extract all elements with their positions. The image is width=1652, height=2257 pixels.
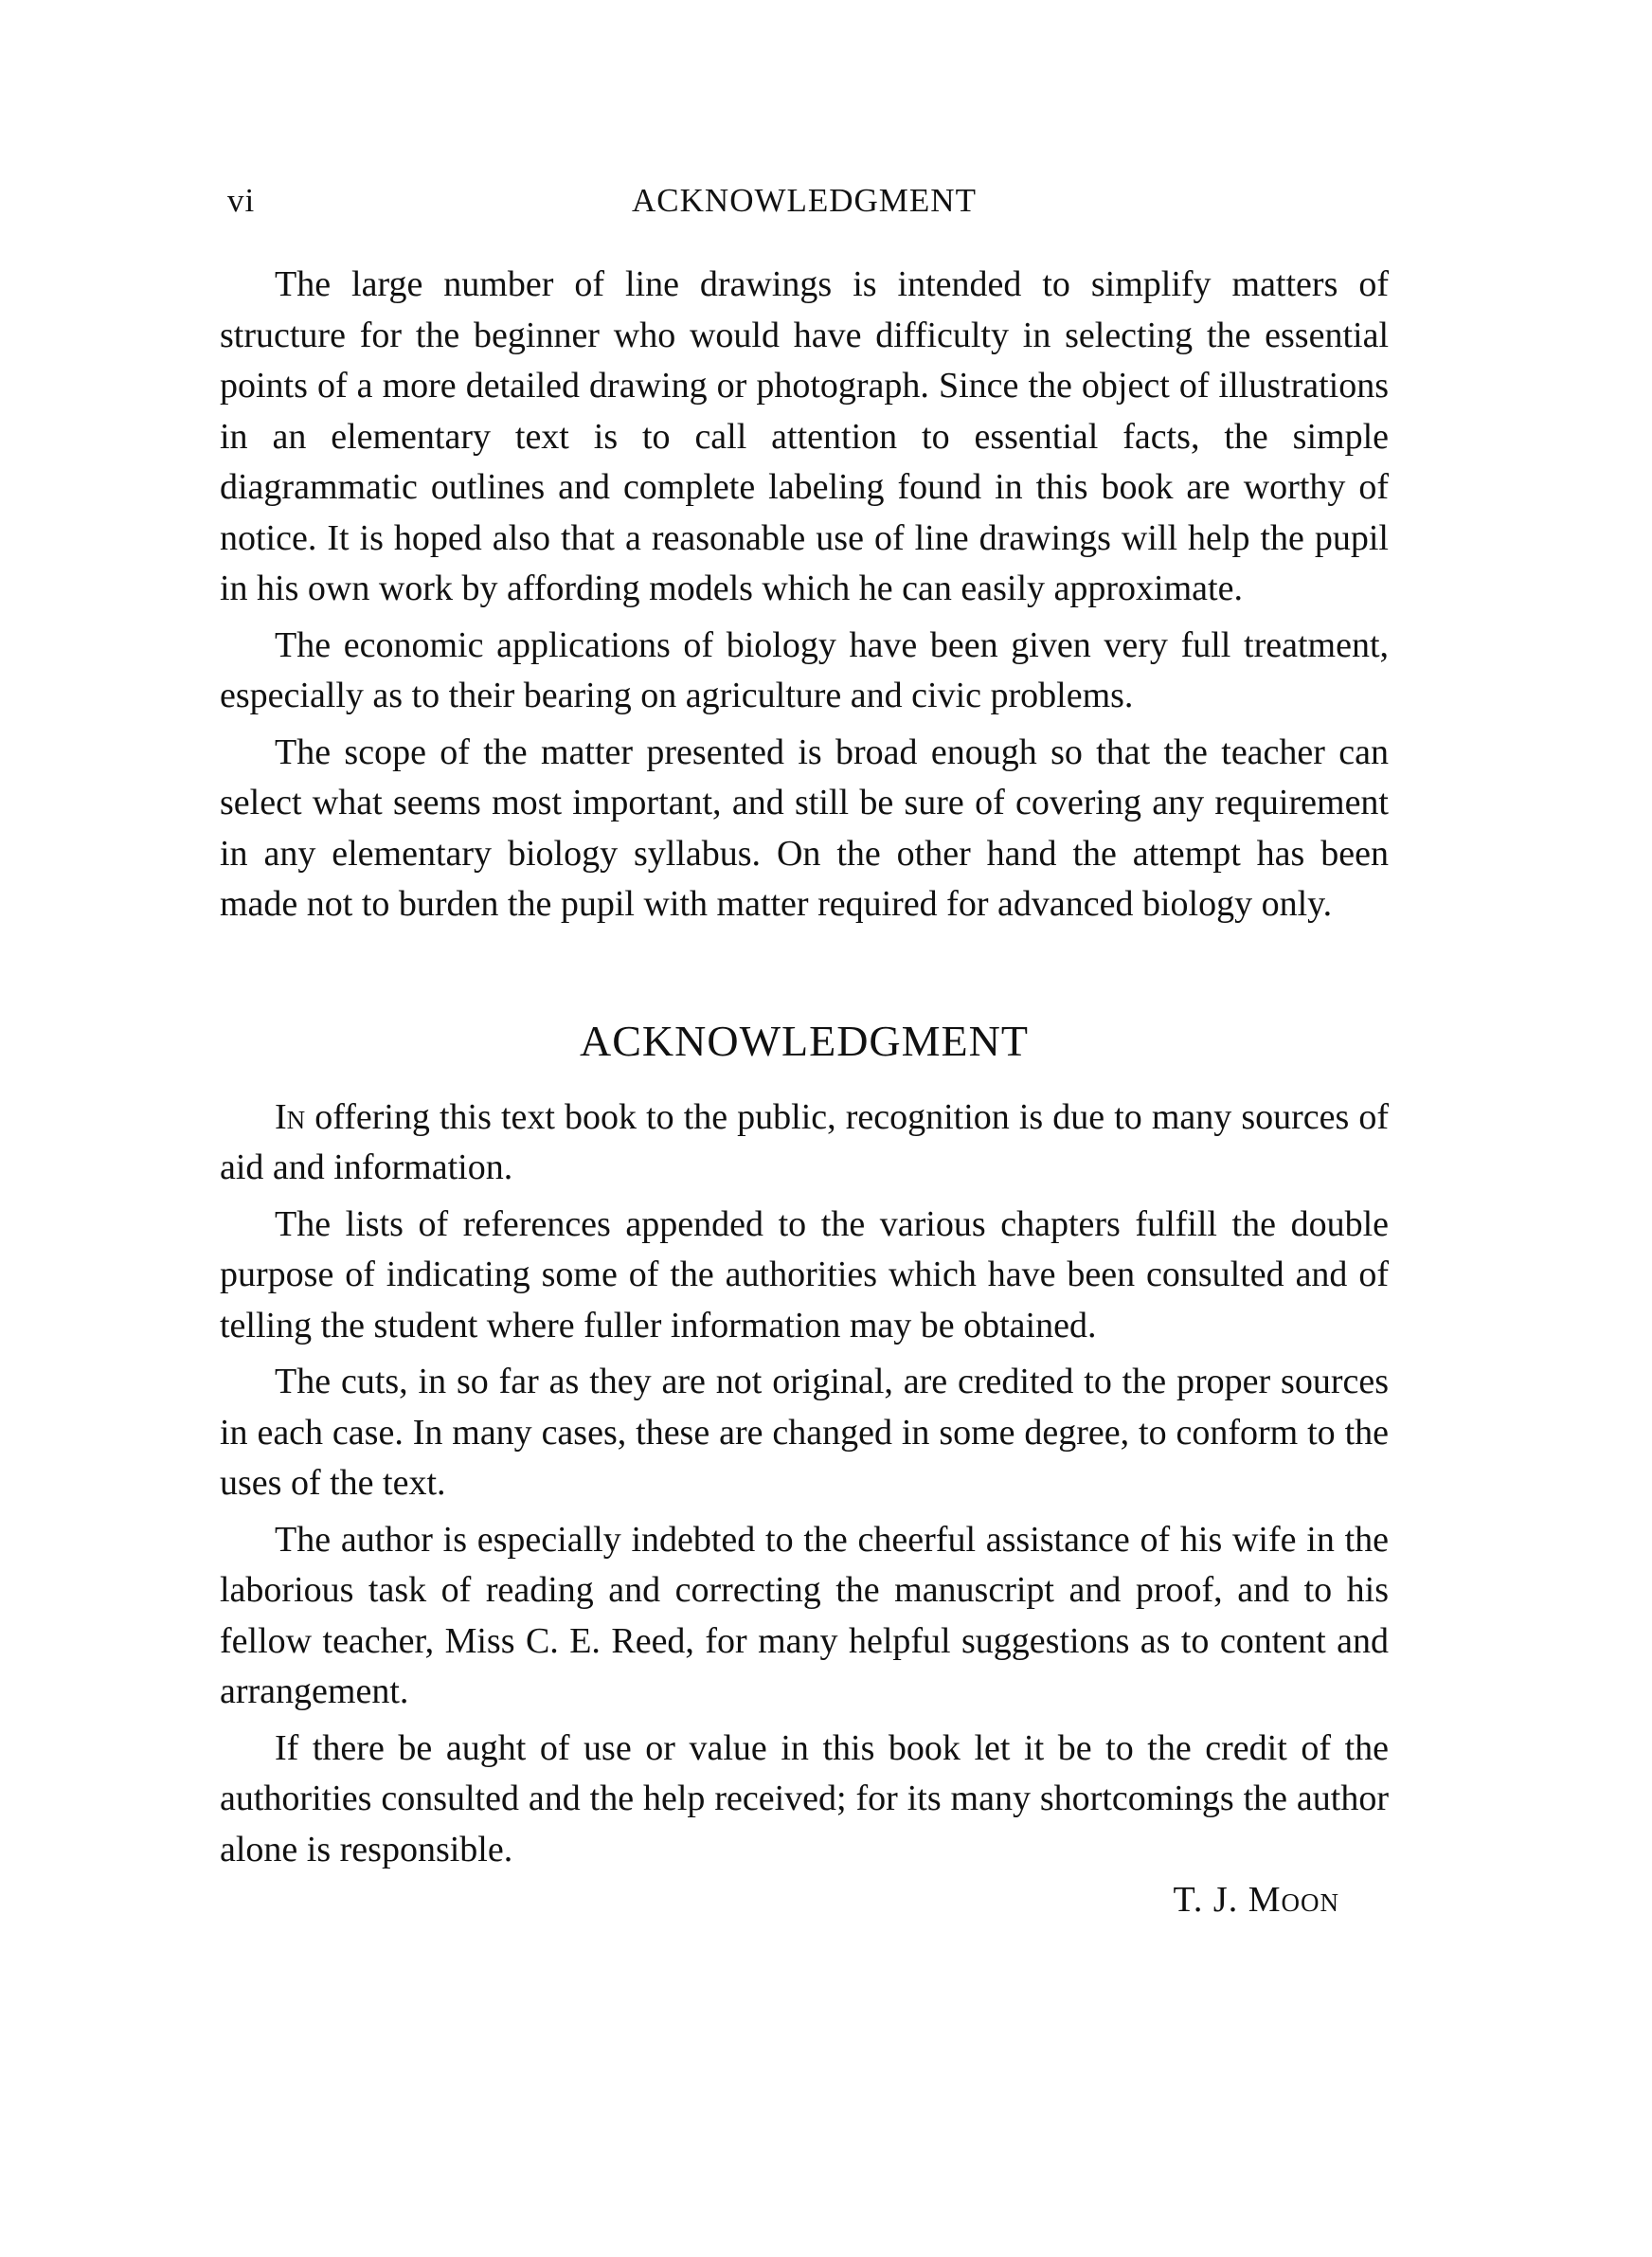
running-head bbox=[220, 171, 1389, 237]
acknowledgment-paragraph-1 bbox=[220, 1092, 1389, 1194]
book-page bbox=[220, 171, 1389, 1921]
acknowledgment-heading: ACKNOWLEDGMENT bbox=[580, 1016, 1029, 1065]
acknowledgment-paragraph-2: The lists of references appended to the various chapters fulfill the double purpose of indicating some of the authorities which have been consulted and of telling the student where fuller information may be obtained. bbox=[220, 1203, 1389, 1345]
page-number: vi bbox=[227, 182, 256, 219]
acknowledgment-paragraph-1-text: offering this text book to the public, recognition is due to many sources of aid and information. bbox=[220, 1096, 1389, 1187]
author-signature: T. J. Moon bbox=[1173, 1880, 1339, 1920]
running-title: ACKNOWLEDGMENT bbox=[632, 182, 977, 219]
preface-paragraph-3: The scope of the matter presented is broad enough so that the teacher can select what seems most important, and still be sure of covering any requirement in any elementary biology syllabus. On the other hand the attempt has been made not to burden the pupil with matter required for advanced biology only. bbox=[220, 731, 1389, 924]
lead-in-small-caps: In bbox=[275, 1096, 306, 1137]
acknowledgment-paragraph-4: The author is especially indebted to the cheerful assistance of his wife in the laborious task of reading and correcting the manuscript and proof, and to his fellow teacher, Miss C. E. Reed, for many helpful suggestions as to content and arrangement. bbox=[220, 1519, 1389, 1711]
preface-paragraph-1: The large number of line drawings is intended to simplify matters of structure for the beginner who would have difficulty in selecting the essential points of a more detailed drawing or photograph. Since the object of illustrations in an elementary text is to call attention to essential facts, the simple diagrammatic outlines and complete labeling found in this book are worthy of notice. It is hoped also that a reasonable use of line drawings will help the pupil in his own work by affording models which he can easily approximate. bbox=[220, 264, 1389, 608]
acknowledgment-paragraph-3: The cuts, in so far as they are not original, are credited to the proper sources in each case. In many cases, these are changed in some degree, to conform to the uses of the text. bbox=[220, 1362, 1389, 1503]
preface-paragraph-2: The economic applications of biology have been given very full treatment, especially as to their bearing on agriculture and civic problems. bbox=[220, 624, 1389, 715]
acknowledgment-paragraph-5: If there be aught of use or value in this book let it be to the credit of the authorities consulted and the help received; for its many shortcomings the author alone is responsible. bbox=[220, 1727, 1389, 1869]
